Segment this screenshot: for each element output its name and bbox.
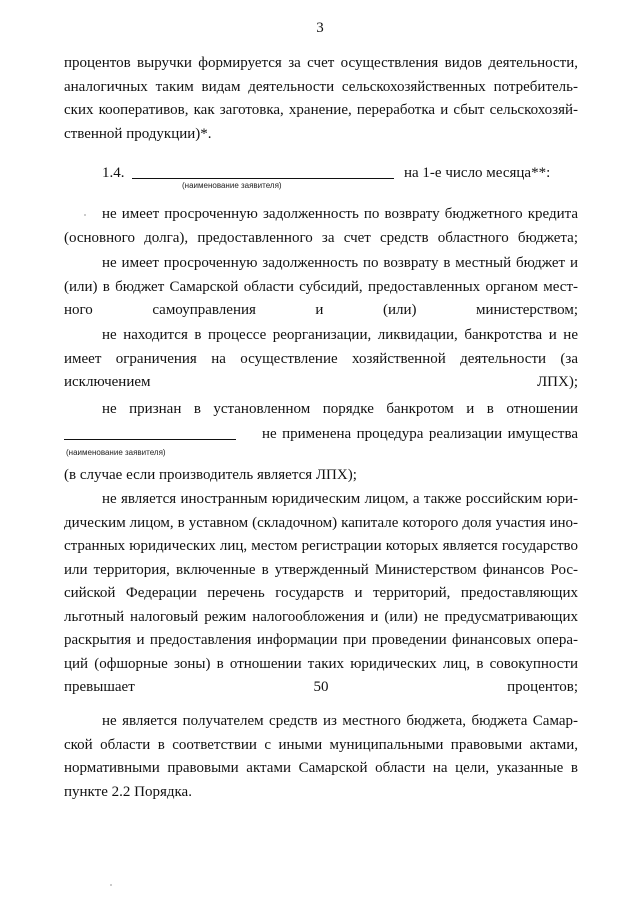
item-1-4-row: [64, 162, 578, 186]
paragraph-revenue-share: процентов выручки формируется за счет осуществления видов деятельности, аналогичных таким видам деятельности сельскохозяйственных потребитель-ских кооперативов, как заготовка, хранение, переработка и сбыт сельскохозяй-ственной продукции)*.: [64, 55, 578, 142]
applicant-caption: (наименование заявителя): [182, 181, 282, 190]
applicant-caption-2: (наименование заявителя): [66, 448, 166, 457]
scan-speck: [84, 214, 86, 216]
bankruptcy-line-2: [64, 423, 578, 447]
paragraph-local-budget: не является получателем средств из местного бюджета, бюджета Самар-ской области в соответствии с иными муниципальными правовыми актами, нормативными правовыми актами Самарской области на цели, указанные в пункте 2.2 Порядка.: [64, 713, 578, 800]
scan-speck: [110, 884, 112, 886]
bankruptcy-line-1: [64, 398, 578, 422]
applicant-name-blank-2[interactable]: [64, 425, 236, 440]
paragraph-reorganization: не находится в процессе реорганизации, ликвидации, банкротства и не имеет ограничения на осуществление хозяйственной деятельности (за исключением ЛПХ);: [64, 327, 578, 390]
bankruptcy-line-3: [64, 464, 578, 488]
page-number: 3: [316, 20, 324, 36]
bankruptcy-text-2: не применена процедура реализации имущества: [262, 426, 578, 442]
applicant-name-blank[interactable]: [132, 164, 394, 179]
item-tail-text: на 1-е число месяца**:: [404, 165, 551, 181]
paragraph-foreign-entity: не является иностранным юридическим лицом, а также российским юри-дическим лицом, в уставном (складочном) капитале которого доля участия ино-странных юридических лиц, местом регистрации которых является государство или территория, включенные в утвержденный Министерством финансов Рос-сийской Федерации перечень государств и территорий, предоставляющих льготный налоговый режим налогообложения и (или) не предусматривающих раскрытия и предоставления информации при проведении финансовых опера-ций (офшорные зоны) в отношении таких юридических лиц, в совокупности превышает 50 процентов;: [64, 491, 578, 695]
bankruptcy-text-1: не признан в установленном порядке банкротом и в отношении: [102, 401, 578, 417]
paragraph-budget-credit: не имеет просроченную задолженность по возврату бюджетного кредита (основного долга), предоставленного за счет средств областного бюджета;: [64, 206, 578, 246]
paragraph-subsidy-debt: не имеет просроченную задолженность по возврату в местный бюджет и (или) в бюджет Самарской области субсидий, предоставленных органом мест-ного самоуправления и (или) министерством;: [64, 255, 578, 318]
item-number: 1.4.: [102, 165, 125, 181]
bankruptcy-text-3: (в случае если производитель является ЛПХ);: [64, 467, 357, 483]
